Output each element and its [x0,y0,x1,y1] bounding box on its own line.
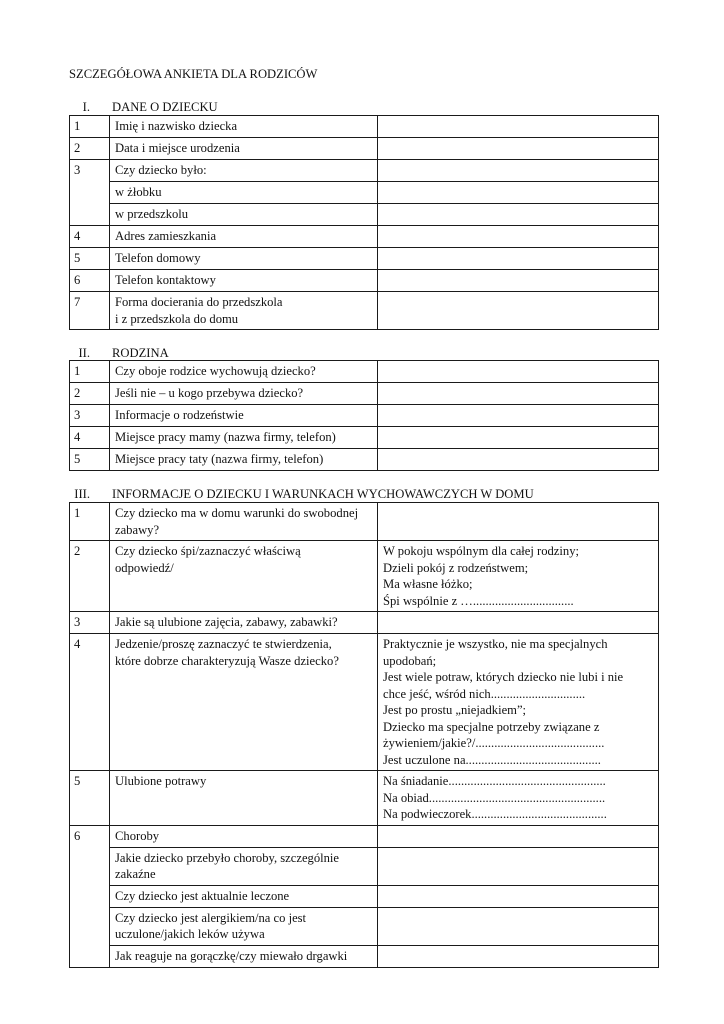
section-title: DANE O DZIECKU [112,100,218,114]
table-row [70,945,659,967]
answer-cell[interactable] [378,771,659,826]
row-number: 6 [70,270,110,292]
row-number: 4 [70,634,110,771]
answer-cell[interactable] [378,292,659,330]
question-cell: Czy dziecko ma w domu warunki do swobodnej zabawy? [110,503,378,541]
question-cell: Ulubione potrawy [110,771,378,826]
table-section-1 [69,115,659,330]
question-cell: Czy dziecko było: [110,160,378,182]
answer-option: Jest uczulone na........................................... [383,752,601,767]
question-cell: Jak reaguje na gorączkę/czy miewało drgawki [110,945,378,967]
answer-option: Na podwieczorek........................................... [383,807,607,821]
table-row [70,541,659,612]
row-number: 3 [70,160,110,182]
section-title: RODZINA [112,346,169,360]
section-number: I. [82,100,90,114]
row-number: 5 [70,771,110,826]
row-number [70,204,110,226]
question-cell: Jedzenie/proszę zaznaczyć te stwierdzenia, które dobrze charakteryzują Wasze dziecko? [110,634,378,771]
answer-cell[interactable] [378,405,659,427]
answer-cell[interactable] [378,907,659,945]
row-number: 5 [70,248,110,270]
question-cell: Jakie są ulubione zajęcia, zabawy, zabawki? [110,612,378,634]
answer-cell[interactable] [378,204,659,226]
row-number [70,945,110,967]
answer-cell[interactable] [378,160,659,182]
row-number: 4 [70,427,110,449]
question-cell: Czy oboje rodzice wychowują dziecko? [110,361,378,383]
answer-cell[interactable] [378,503,659,541]
section-number: III. [74,487,90,501]
question-cell: Telefon domowy [110,248,378,270]
answer-cell[interactable] [378,383,659,405]
answer-cell[interactable] [378,361,659,383]
answer-cell[interactable] [378,825,659,847]
table-row [70,160,659,182]
answer-cell[interactable] [378,248,659,270]
row-number: 5 [70,449,110,471]
row-number: 2 [70,383,110,405]
table-row [70,138,659,160]
answer-option: W pokoju wspólnym dla całej rodziny; [383,544,579,558]
table-section-2 [69,360,659,471]
table-row [70,634,659,771]
answer-option: Jest wiele potraw, których dziecko nie lubi i nie [383,670,624,684]
answer-cell[interactable] [378,427,659,449]
question-cell: w przedszkolu [110,204,378,226]
table-row [70,449,659,471]
question-cell: Miejsce pracy mamy (nazwa firmy, telefon) [110,427,378,449]
answer-cell[interactable] [378,612,659,634]
question-cell: Jakie dziecko przebyło choroby, szczególnie zakaźne [110,847,378,885]
row-number [70,885,110,907]
row-number: 1 [70,116,110,138]
row-number: 6 [70,825,110,847]
answer-cell[interactable] [378,847,659,885]
question-cell: Data i miejsce urodzenia [110,138,378,160]
row-number: 3 [70,612,110,634]
row-number: 1 [70,361,110,383]
answer-cell[interactable] [378,541,659,612]
table-row [70,182,659,204]
table-row [70,771,659,826]
question-cell: Czy dziecko śpi/zaznaczyć właściwą odpowiedź/ [110,541,378,612]
table-row [70,226,659,248]
question-cell: Adres zamieszkania [110,226,378,248]
row-number [70,847,110,885]
row-number: 2 [70,138,110,160]
table-row [70,270,659,292]
question-cell: Informacje o rodzeństwie [110,405,378,427]
answer-cell[interactable] [378,885,659,907]
table-row [70,204,659,226]
answer-cell[interactable] [378,270,659,292]
section-title: INFORMACJE O DZIECKU I WARUNKACH WYCHOWAWCZYCH W DOMU [112,487,534,501]
table-row [70,885,659,907]
answer-option: Na obiad........................................................ [383,790,606,805]
answer-option: Ma własne łóżko; [383,577,473,591]
table-row [70,383,659,405]
table-section-3 [69,502,659,968]
table-row [70,116,659,138]
question-cell: Czy dziecko jest alergikiem/na co jest uczulone/jakich leków używa [110,907,378,945]
table-row [70,361,659,383]
row-number [70,907,110,945]
section-heading [69,487,534,502]
row-number: 1 [70,503,110,541]
answer-option: Praktycznie je wszystko, nie ma specjalnych [383,637,608,651]
answer-cell[interactable] [378,116,659,138]
row-number: 2 [70,541,110,612]
question-cell: Telefon kontaktowy [110,270,378,292]
table-row [70,847,659,885]
answer-cell[interactable] [378,634,659,771]
answer-cell[interactable] [378,226,659,248]
question-cell: Jeśli nie – u kogo przebywa dziecko? [110,383,378,405]
answer-option: chce jeść, wśród nich.............................. [383,686,586,701]
section-heading [69,346,169,361]
answer-cell[interactable] [378,138,659,160]
question-cell: Choroby [110,825,378,847]
question-cell: Imię i nazwisko dziecka [110,116,378,138]
table-row [70,292,659,330]
row-number: 4 [70,226,110,248]
table-row [70,825,659,847]
answer-cell[interactable] [378,182,659,204]
row-number: 3 [70,405,110,427]
table-row [70,612,659,634]
answer-option: Dzieli pokój z rodzeństwem; [383,560,529,575]
table-row [70,427,659,449]
table-row [70,503,659,541]
question-cell: Forma docierania do przedszkola i z przedszkola do domu [110,292,378,330]
answer-cell[interactable] [378,449,659,471]
answer-option: Dziecko ma specjalne potrzeby związane z [383,719,600,734]
answer-option: żywieniem/jakie?/......................................... [383,736,605,750]
answer-option: Na śniadanie.................................................. [383,774,606,788]
section-heading [69,100,218,115]
document-title: SZCZEGÓŁOWA ANKIETA DLA RODZICÓW [69,67,318,81]
answer-cell[interactable] [378,945,659,967]
question-cell: w żłobku [110,182,378,204]
table-row [70,405,659,427]
answer-option: upodobań; [383,653,437,668]
section-number: II. [78,346,90,360]
row-number: 7 [70,292,110,330]
answer-option: Śpi wspólnie z …................................ [383,593,574,608]
answer-option: Jest po prostu „niejadkiem”; [383,703,527,717]
row-number [70,182,110,204]
question-cell: Miejsce pracy taty (nazwa firmy, telefon) [110,449,378,471]
table-row [70,907,659,945]
table-row [70,248,659,270]
question-cell: Czy dziecko jest aktualnie leczone [110,885,378,907]
